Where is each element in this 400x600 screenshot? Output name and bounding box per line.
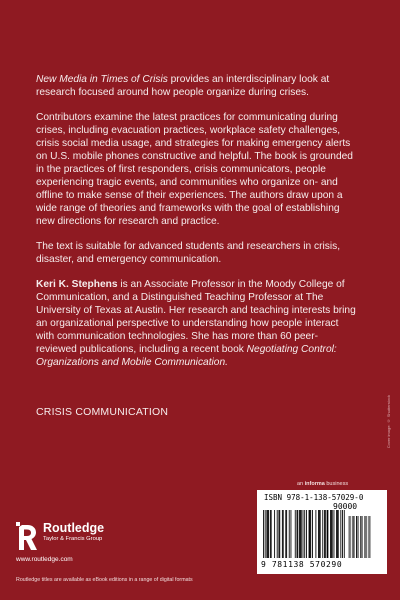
barcode-bar (334, 510, 335, 558)
routledge-r-logo-icon (16, 522, 38, 552)
informa-brand: informa (304, 481, 325, 487)
barcode-bar (310, 510, 311, 558)
publisher-group: Taylor & Francis Group (43, 536, 103, 542)
barcode-bar (283, 510, 284, 558)
blurb-paragraph-intro (36, 73, 356, 99)
barcode-bar (322, 510, 323, 558)
barcode-bar (300, 510, 301, 558)
barcode-bar (274, 510, 275, 558)
barcode-bar (332, 510, 333, 558)
barcode-bar (336, 510, 337, 558)
barcode-bar (325, 510, 326, 558)
barcode-bar (309, 510, 310, 558)
author-bio: is an Associate Professor in the Moody College of Communication, and a Distinguished Teaching Professor at The University of Texas at Austin. Her research and teaching interests bring an organizational perspective to understanding how people interact with communication technologies. She has more than 60 peer-reviewed publications, including a recent book (36, 279, 356, 355)
barcode-bar (320, 510, 321, 558)
book-title: New Media in Times of Crisis (36, 74, 168, 85)
ebook-footnote: Routledge titles are available as eBook editions in a range of digital formats (16, 577, 193, 583)
isbn-text: ISBN 978-1-138-57029-0 (264, 493, 364, 502)
barcode-bar (344, 510, 345, 558)
barcode-bar (324, 510, 325, 558)
blurb-paragraph-contributors: Contributors examine the latest practices for communicating during crises, including evacuation practices, workplace safety challenges, crisis social media usage, and strategies for making emergency alerts on U.S. mobile phones constructive and helpful. The book is grounded in the practices of first responders, crisis communicators, people experiencing tragic events, and communities who organize on- and offline to make sense of their experiences. The authors draw upon a wide range of theories and frameworks with the goal of establishing new directions for research and practice. (36, 112, 353, 227)
barcode-bar (289, 510, 290, 558)
informa-suffix: business (324, 481, 349, 487)
barcode-bar (266, 510, 267, 558)
intro-text: provides an interdisciplinary look at research focused around how people organize during crises. (36, 74, 330, 98)
publisher-wordmark (43, 522, 104, 543)
barcode-bar (301, 510, 302, 558)
barcode-bar (303, 510, 304, 558)
barcode-bar (277, 510, 278, 558)
price-code: 90000 (333, 502, 358, 511)
ean-digits: 9 781138 570290 (261, 560, 343, 569)
barcode-bar (270, 510, 271, 558)
author-bio-paragraph (36, 278, 356, 369)
barcode-bar (282, 510, 283, 558)
barcode-bar (297, 510, 298, 558)
barcode-bar (263, 510, 264, 558)
publisher-url[interactable]: www.routledge.com (16, 556, 73, 563)
barcode-bar (330, 510, 331, 558)
subject-category: CRISIS COMMUNICATION (36, 406, 169, 418)
barcode-bar (331, 510, 332, 558)
blurb-text (36, 73, 356, 381)
barcode-bar (312, 510, 313, 558)
barcode-bar (337, 510, 338, 558)
barcode-block (257, 490, 387, 574)
publisher-logo (16, 522, 104, 552)
publisher-name: Routledge (43, 521, 105, 535)
barcode-bar (286, 510, 287, 558)
barcode-bar (338, 510, 339, 558)
blurb-paragraph-audience: The text is suitable for advanced students and researchers in crisis, disaster, and emergency communication. (36, 241, 341, 265)
barcode-bar (315, 510, 316, 558)
barcode-bar (297, 510, 298, 558)
barcode-bar (299, 510, 300, 558)
barcode-bar (318, 510, 319, 558)
image-credit: Cover image: © Shutterstock (386, 395, 391, 449)
informa-prefix: an (297, 481, 305, 487)
barcode-bar (327, 510, 328, 558)
barcode-bar (342, 510, 343, 558)
barcode-bar (268, 510, 269, 558)
barcode-bar (309, 510, 310, 558)
barcode-image (263, 510, 381, 560)
barcode-bar (265, 510, 266, 558)
author-name: Keri K. Stephens (36, 279, 118, 290)
barcode-bar (340, 510, 341, 558)
barcode-bar (306, 510, 307, 558)
informa-business-tag (297, 481, 348, 487)
barcode-bar (319, 510, 320, 558)
barcode-bar (279, 510, 280, 558)
author-book-title: Negotiating Control: Organizations and Mobile Communication. (36, 344, 337, 368)
barcode-bar (328, 510, 329, 558)
barcode-bar (291, 510, 292, 558)
barcode-bar (304, 510, 305, 558)
barcode-bar (285, 510, 286, 558)
barcode-bar (271, 510, 272, 558)
barcode-bar (278, 510, 279, 558)
barcode-bar (295, 510, 296, 558)
barcode-bar (267, 510, 268, 558)
